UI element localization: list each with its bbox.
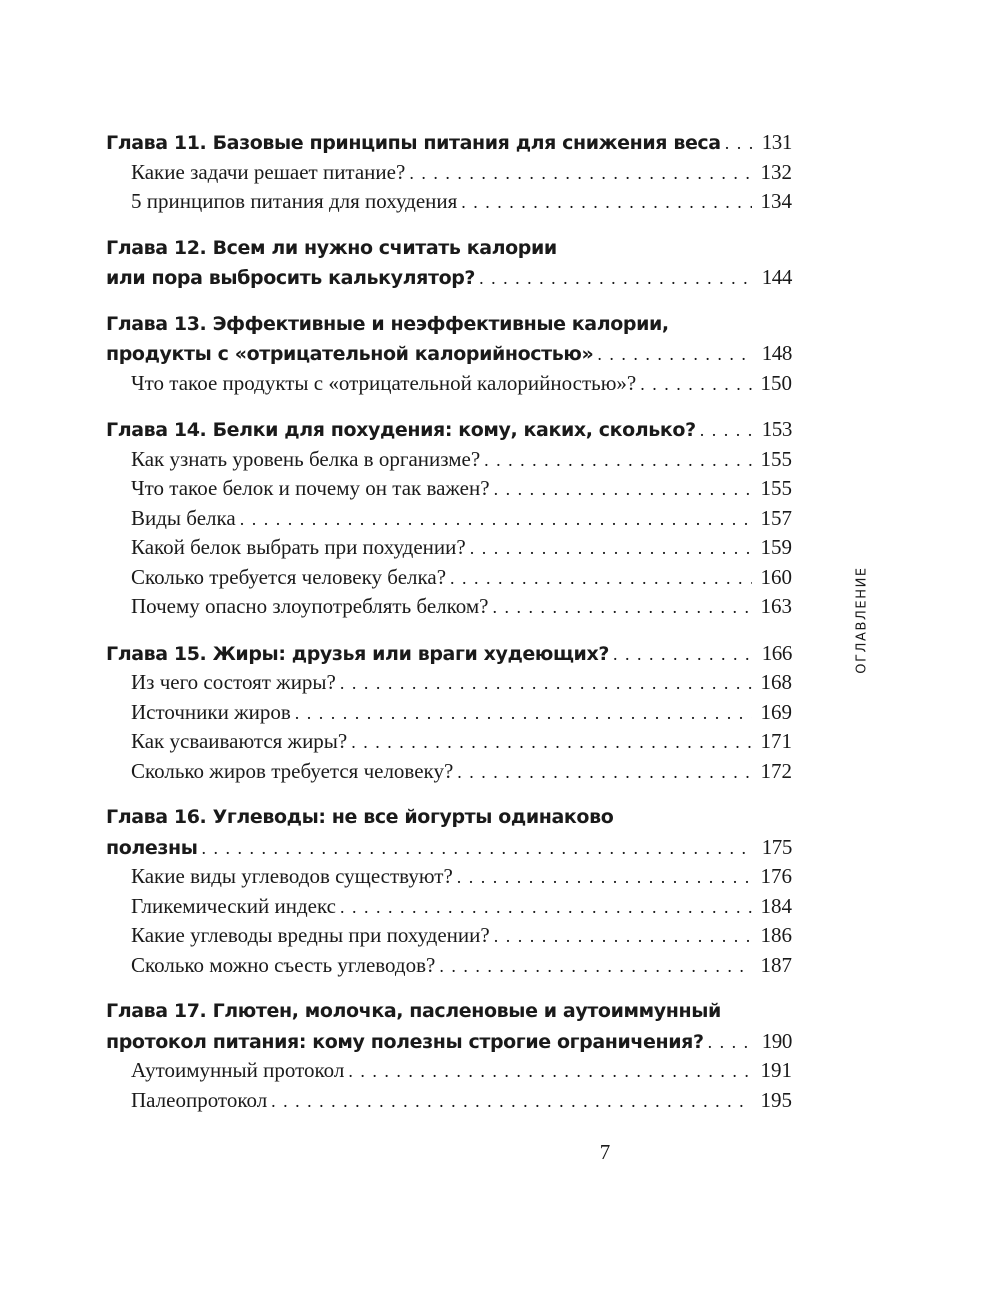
entry-title: Какой белок выбрать при похудении? [131, 535, 466, 559]
page-reference: 171 [760, 729, 792, 753]
toc-entry[interactable] [106, 592, 792, 622]
toc-entry[interactable] [106, 474, 792, 504]
chapter-title: Глава 17. Глютен, молочка, пасленовые и аутоиммунный [106, 1000, 721, 1022]
toc-entry[interactable] [106, 187, 792, 217]
toc-entry[interactable] [106, 757, 792, 787]
page-reference: 184 [760, 893, 792, 918]
entry-title: Как узнать уровень белка в организме? [131, 446, 481, 471]
entry-title: Сколько можно съесть углеводов? [131, 952, 436, 977]
entry-title: Из чего состоят жиры? [131, 670, 336, 694]
dot-leader [450, 564, 752, 594]
page-reference: 134 [760, 189, 792, 213]
entry-title: Что такое белок и почему он так важен? [131, 476, 490, 500]
chapter-block [106, 639, 792, 787]
entry-title: Источники жиров [131, 699, 291, 724]
toc-entry[interactable] [106, 158, 792, 188]
chapter-heading-line[interactable] [106, 415, 792, 445]
page-reference: 191 [760, 1058, 792, 1082]
page-reference: 131 [761, 130, 792, 154]
chapter-block [106, 997, 792, 1115]
chapter-block [106, 234, 792, 293]
chapter-title: Глава 12. Всем ли нужно считать калории [106, 236, 557, 259]
toc-entry[interactable] [106, 504, 792, 534]
page-reference: 176 [760, 864, 792, 888]
page-reference: 160 [760, 564, 792, 589]
toc-entry[interactable] [106, 369, 792, 399]
toc-entry[interactable] [106, 698, 792, 728]
toc-entry[interactable] [106, 533, 792, 563]
dot-leader [351, 728, 752, 758]
chapter-heading-line[interactable] [106, 128, 792, 158]
table-of-contents [106, 128, 792, 1132]
dot-leader [484, 446, 752, 476]
chapter-heading-line[interactable] [106, 833, 792, 863]
toc-entry[interactable] [106, 445, 792, 475]
entry-title: Гликемический индекс [131, 893, 336, 918]
chapter-block [106, 803, 792, 980]
chapter-title: Глава 13. Эффективные и неэффективные калории, [106, 312, 669, 335]
dot-leader [457, 863, 752, 893]
dot-leader [494, 922, 752, 952]
toc-entry[interactable] [106, 921, 792, 951]
entry-title: Какие виды углеводов существуют? [131, 864, 453, 888]
toc-entry[interactable] [106, 1086, 792, 1116]
page-reference: 155 [760, 476, 792, 500]
dot-leader [295, 699, 752, 729]
entry-title: Какие углеводы вредны при похудении? [131, 923, 490, 947]
entry-title: Почему опасно злоупотреблять белком? [131, 594, 489, 618]
dot-leader [409, 159, 752, 189]
page-reference: 175 [761, 834, 792, 859]
chapter-title: протокол питания: кому полезны строгие ограничения? [106, 1030, 704, 1053]
chapter-heading-line[interactable] [106, 803, 792, 833]
page-reference: 166 [761, 640, 792, 665]
chapter-heading-line[interactable] [106, 997, 792, 1027]
dot-leader [271, 1087, 752, 1117]
dot-leader [340, 669, 752, 699]
entry-title: Какие задачи решает питание? [131, 159, 406, 184]
page-reference: 157 [760, 505, 792, 530]
chapter-title: продукты с «отрицательной калорийностью» [106, 343, 594, 365]
entry-title: Как усваиваются жиры? [131, 729, 348, 753]
page-reference: 168 [760, 670, 792, 694]
dot-leader [597, 340, 752, 370]
entry-title: Аутоимунный протокол [131, 1058, 345, 1082]
entry-title: Палеопротокол [131, 1087, 268, 1112]
dot-leader [613, 640, 752, 670]
page-reference: 195 [760, 1087, 792, 1112]
page-reference: 172 [760, 758, 792, 783]
toc-entry[interactable] [106, 563, 792, 593]
chapter-heading-line[interactable] [106, 339, 792, 369]
page-reference: 144 [761, 265, 792, 289]
entry-title: Что такое продукты с «отрицательной калорийностью»? [131, 370, 637, 395]
page-number: 7 [599, 1140, 611, 1164]
dot-leader [708, 1028, 752, 1058]
toc-entry[interactable] [106, 862, 792, 892]
chapter-heading-line[interactable] [106, 263, 792, 293]
dot-leader [340, 893, 752, 923]
page-reference: 132 [760, 159, 792, 184]
page-reference: 148 [761, 341, 792, 365]
toc-entry[interactable] [106, 892, 792, 922]
entry-title: Сколько жиров требуется человеку? [131, 758, 454, 783]
page-reference: 187 [760, 952, 792, 977]
toc-entry[interactable] [106, 668, 792, 698]
dot-leader [494, 475, 752, 505]
chapter-heading-line[interactable] [106, 310, 792, 340]
chapter-block [106, 128, 792, 217]
page-reference: 186 [760, 923, 792, 947]
dot-leader [461, 188, 752, 218]
dot-leader [202, 834, 752, 864]
page-reference: 150 [760, 370, 792, 395]
dot-leader [348, 1057, 752, 1087]
page-reference: 190 [761, 1028, 792, 1053]
page-reference: 155 [760, 446, 792, 471]
chapter-heading-line[interactable] [106, 234, 792, 264]
dot-leader [457, 758, 752, 788]
dot-leader [470, 534, 752, 564]
chapter-title: Глава 11. Базовые принципы питания для снижения веса [106, 132, 721, 154]
dot-leader [640, 370, 752, 400]
entry-title: 5 принципов питания для похудения [131, 189, 458, 213]
chapter-title: Глава 16. Углеводы: не все йогурты одинаково [106, 806, 614, 828]
chapter-block [106, 310, 792, 399]
dot-leader [492, 593, 752, 623]
page-reference: 163 [760, 594, 792, 618]
dot-leader [725, 129, 752, 159]
chapter-heading-line[interactable] [106, 639, 792, 669]
dot-leader [479, 264, 752, 294]
chapter-title: или пора выбросить калькулятор? [106, 267, 476, 289]
chapter-block [106, 415, 792, 622]
chapter-heading-line[interactable] [106, 1027, 792, 1057]
page-reference: 169 [760, 699, 792, 724]
chapter-title: Глава 15. Жиры: друзья или враги худеющих? [106, 642, 609, 665]
dot-leader [240, 505, 752, 535]
chapter-title: Глава 14. Белки для похудения: кому, каких, сколько? [106, 419, 696, 441]
toc-entry[interactable] [106, 727, 792, 757]
entry-title: Виды белка [131, 505, 236, 530]
toc-entry[interactable] [106, 1056, 792, 1086]
dot-leader [700, 416, 752, 446]
entry-title: Сколько требуется человеку белка? [131, 564, 447, 589]
chapter-title: полезны [106, 836, 198, 859]
dot-leader [439, 952, 752, 982]
page-reference: 159 [760, 535, 792, 559]
page-reference: 153 [761, 417, 792, 441]
toc-entry[interactable] [106, 951, 792, 981]
section-side-label: ОГЛАВЛЕНИЕ [854, 566, 870, 674]
